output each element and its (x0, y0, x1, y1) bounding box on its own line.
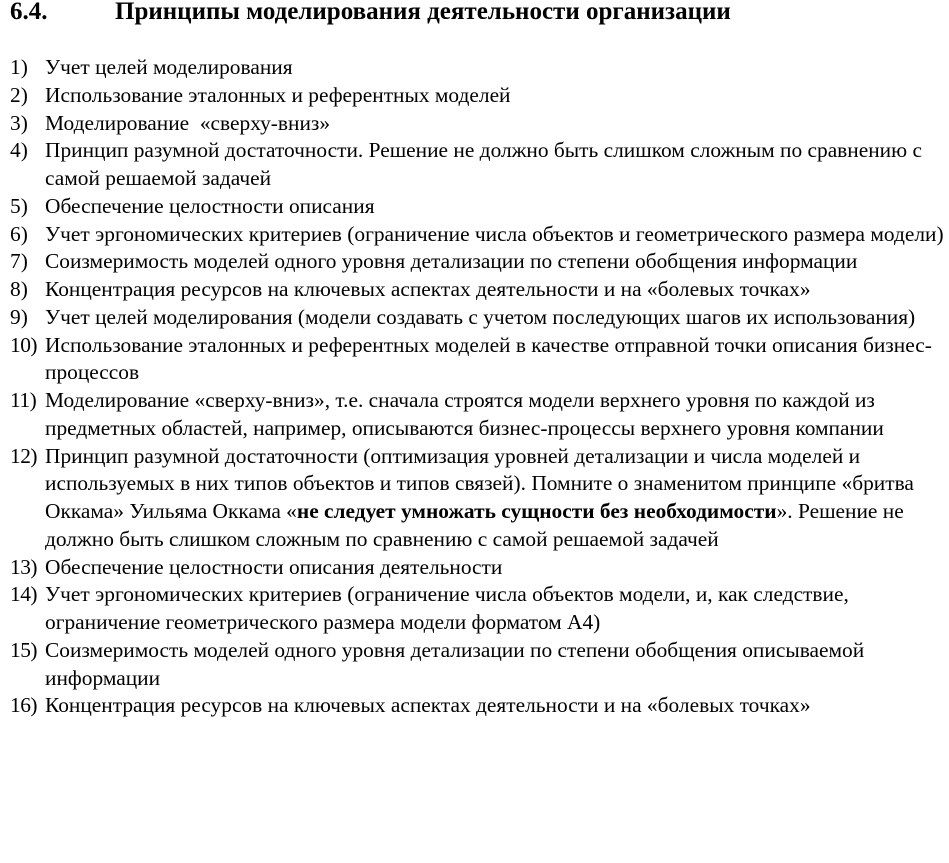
list-item-marker: 12) (10, 443, 38, 468)
list-item (10, 276, 945, 304)
list-item (10, 248, 945, 276)
list-item (10, 387, 945, 443)
list-item-text: Учет эргономических критериев (ограничение числа объектов модели, и, как следствие, ограничение геометрического размера модели форматом А4) (45, 582, 849, 634)
list-item-text: Моделирование «сверху-вниз» (45, 110, 331, 135)
section-number: 6.4. (10, 0, 48, 25)
list-item-text: Обеспечение целостности описания деятельности (45, 554, 503, 579)
list-item-text: Моделирование «сверху-вниз», т.е. сначала строятся модели верхнего уровня по каждой из предметных областей, например, описываются бизнес-процессы верхнего уровня компании (45, 388, 884, 440)
list-item (10, 332, 945, 388)
list-item-marker: 14) (10, 582, 38, 607)
list-item (10, 82, 945, 110)
list-item-text: Соизмеримость моделей одного уровня детализации по степени обобщения информации (45, 249, 858, 274)
list-item-text-part: ». Решение не должно быть слишком сложным по сравнению с самой решаемой задачей (45, 499, 904, 551)
list-item-marker: 4) (10, 138, 28, 163)
list-item-text: Обеспечение целостности описания (45, 193, 375, 218)
list-item-text: Концентрация ресурсов на ключевых аспектах деятельности и на «болевых точках» (45, 693, 811, 718)
bold-quote: не следует умножать сущности без необходимости (296, 499, 777, 523)
list-item-text (45, 444, 914, 551)
list-item-text: Принцип разумной достаточности. Решение не должно быть слишком сложным по сравнению с самой решаемой задачей (45, 138, 922, 190)
list-item (10, 110, 945, 138)
list-item-marker: 7) (10, 249, 28, 274)
list-item-text: Учет целей моделирования (модели создавать с учетом последующих шагов их использования) (45, 304, 916, 329)
list-item-text-part: Принцип разумной достаточности (оптимизация уровней детализации и числа моделей и используемых в них типов объектов и типов связей). Помните о знаменитом принципе «бритва Оккама» Уильяма Оккама « (45, 443, 914, 523)
list-item-text: Использование эталонных и референтных моделей (45, 82, 511, 107)
principles-list (10, 54, 945, 720)
list-item (10, 554, 945, 582)
list-item (10, 443, 945, 554)
list-item-marker: 5) (10, 193, 28, 218)
list-item (10, 581, 945, 637)
section-title: Принципы моделирования деятельности организации (115, 0, 731, 25)
list-item-marker: 10) (10, 332, 38, 357)
list-item (10, 221, 945, 249)
list-item-marker: 9) (10, 304, 28, 329)
list-item-marker: 13) (10, 554, 38, 579)
list-item-marker: 8) (10, 277, 28, 301)
list-item (10, 193, 945, 221)
list-item-marker: 16) (10, 693, 38, 718)
list-item-marker: 3) (10, 110, 28, 135)
list-item-marker: 2) (10, 82, 28, 107)
list-item (10, 692, 945, 720)
list-item-marker: 6) (10, 221, 28, 246)
list-item-text: Использование эталонных и референтных моделей в качестве отправной точки описания бизнес-процессов (45, 332, 932, 385)
list-item-text: Учет эргономических критериев (ограничение числа объектов и геометрического размера модели) (45, 221, 944, 246)
list-item-marker: 11) (10, 388, 37, 412)
list-item (10, 637, 945, 693)
list-item-text: Концентрация ресурсов на ключевых аспектах деятельности и на «болевых точках» (45, 277, 811, 301)
list-item-text: Учет целей моделирования (45, 55, 293, 79)
list-item-marker: 1) (10, 55, 28, 79)
section-heading (10, 0, 731, 27)
list-item-marker: 15) (10, 637, 38, 662)
list-item (10, 137, 945, 193)
list-item (10, 54, 945, 82)
list-item (10, 304, 945, 332)
list-item-text: Соизмеримость моделей одного уровня детализации по степени обобщения описываемой информации (45, 637, 865, 690)
